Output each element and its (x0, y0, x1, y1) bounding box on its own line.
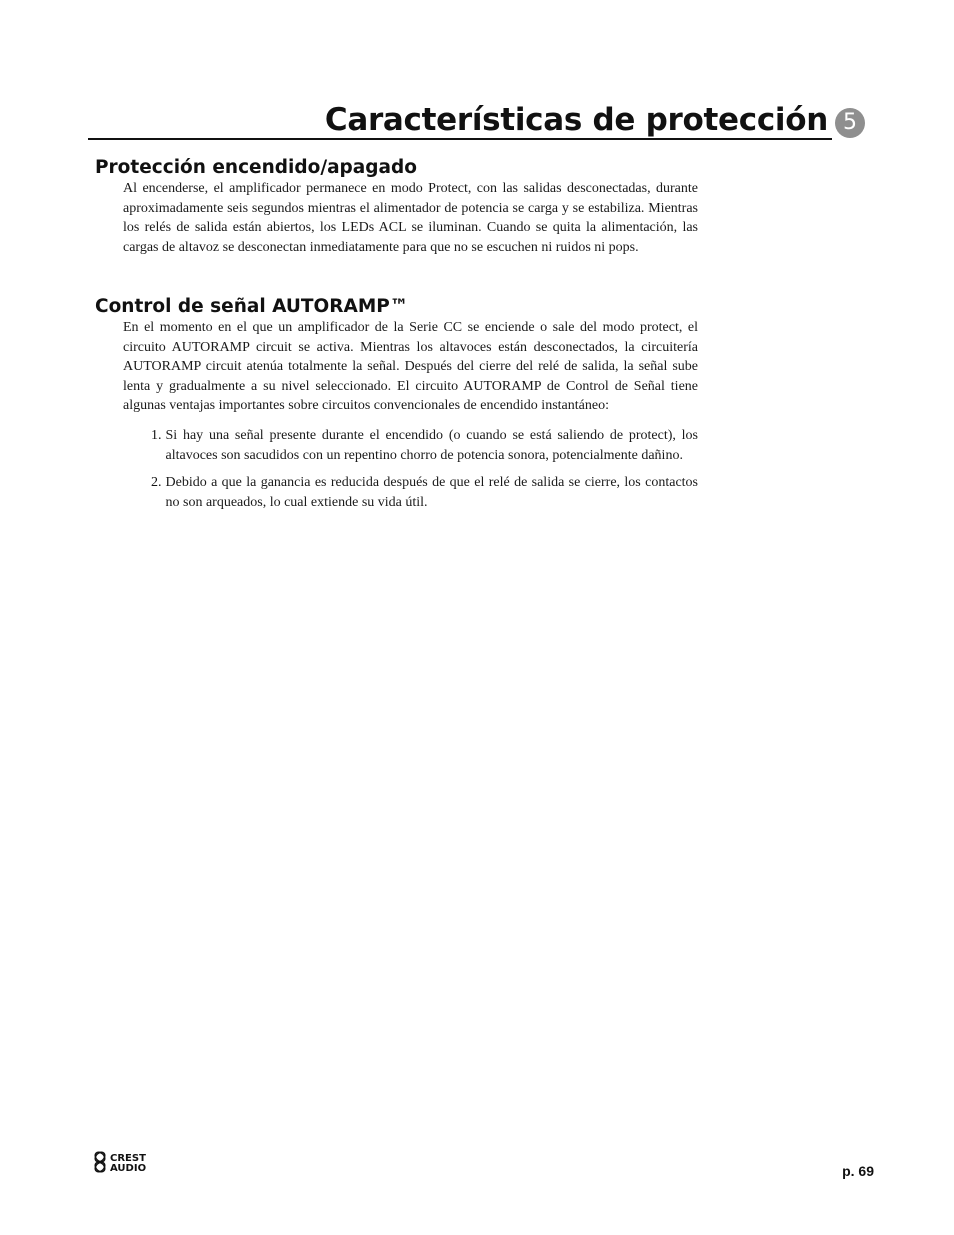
list-item (151, 473, 698, 512)
section-autoramp (95, 296, 705, 520)
list-item-number: 1. (151, 427, 162, 443)
section-heading: Control de señal AUTORAMP™ (95, 296, 409, 317)
section-power-protection (95, 157, 705, 257)
list-item-number: 2. (151, 475, 162, 491)
page-title: Características de protección (324, 102, 828, 138)
crest-audio-logo (93, 1151, 173, 1175)
list-item (151, 426, 698, 465)
list-item-text: Si hay una señal presente durante el encendido (o cuando se está saliendo de protect), los altavoces son sacudidos con un repentino chorro de potencia sonora, potencialmente dañino. (165, 427, 698, 463)
section-heading: Protección encendido/apagado (95, 157, 417, 178)
logo-text-audio: AUDIO (110, 1163, 147, 1174)
section-paragraph: En el momento en el que un amplificador de la Serie CC se enciende o sale del modo protect, el circuito AUTORAMP circuit se activa. Mientras los altavoces están desconectados, la circuitería AUTORAMP circuit atenúa totalmente la señal. Después del cierre del relé de salida, la señal sube lenta y gradualmente a su nivel seleccionado. El circuito AUTORAMP de Control de Señal tiene algunas ventajas importantes sobre circuitos convencionales de encendido instantáneo: (123, 320, 698, 414)
logo-text-crest: CREST (110, 1153, 146, 1164)
advantages-list (95, 426, 705, 512)
list-item-text: Debido a que la ganancia es reducida después de que el relé de salida se cierre, los contactos no son arqueados, lo cual extiende su vida útil. (165, 475, 698, 510)
chapter-number-badge: 5 (835, 108, 865, 138)
page-number: p. 69 (842, 1163, 874, 1179)
section-paragraph: Al encenderse, el amplificador permanece en modo Protect, con las salidas desconectadas, durante aproximadamente seis segundos mientras el alimentador de potencia se carga y se estabiliza. Mientras los relés de salida están abiertos, los LEDs ACL se iluminan. Cuando se quita la alimentación, las cargas de altavoz se desconectan inmediatamente para que no se escuchen ni ruidos ni pops. (123, 181, 698, 255)
page-header (88, 100, 832, 140)
